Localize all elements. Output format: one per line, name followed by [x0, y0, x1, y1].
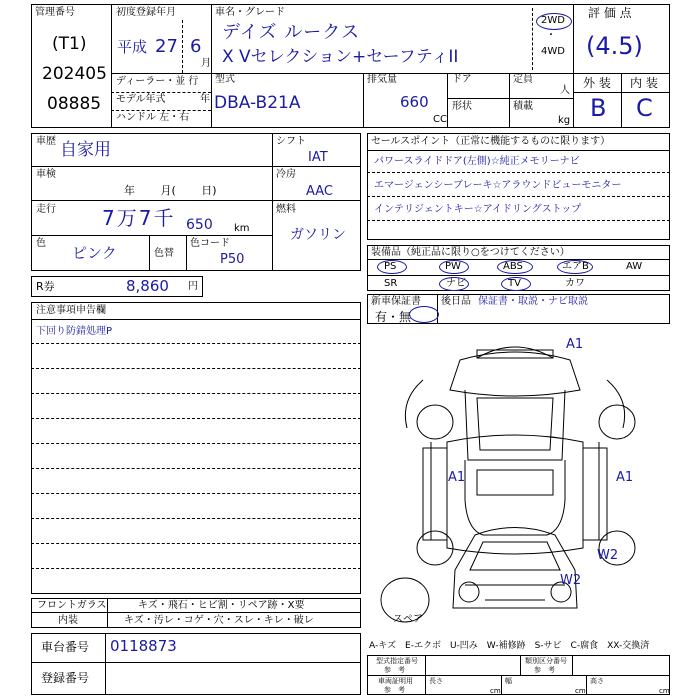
equip-ps: PS	[384, 261, 397, 272]
sales-point: インテリジェントキー☆アイドリングストップ	[374, 204, 582, 215]
length-unit: cm	[490, 687, 501, 695]
mileage-value: 7万7千	[102, 206, 176, 230]
interior-label: 内装	[58, 615, 78, 626]
int-label: 内 装	[630, 76, 658, 90]
warranty-value: 有・無	[375, 310, 412, 324]
notes-title: 注意事項申告欄	[36, 305, 106, 316]
cert-sub: 参 考	[384, 686, 405, 694]
car-name: デイズ ルークス	[222, 22, 361, 43]
mgmt-line2: 202405	[42, 64, 107, 84]
recycle-frame	[31, 276, 203, 297]
era: 平成	[117, 38, 148, 56]
equip-abs: ABS	[503, 261, 523, 272]
chassis-value: 0118873	[110, 637, 177, 655]
equip-aw: AW	[626, 261, 643, 272]
type-label: 型式	[215, 74, 235, 85]
int-grade: C	[636, 94, 653, 122]
ext-label: 外 装	[583, 76, 611, 90]
shaken-line: 年 月( 日)	[124, 184, 217, 197]
fuel-value: ガソリン	[290, 227, 346, 243]
legend: A-キズ E-エクボ U-凹み W-補修跡 S-サビ C-腐食 XX-交換済	[369, 641, 650, 651]
equip-navi: ナビ	[446, 278, 466, 289]
disp-unit: CC	[433, 114, 447, 125]
mgmt-line3: 08885	[47, 94, 102, 114]
mileage-unit: km	[234, 223, 250, 234]
class-sub: 参 考	[534, 666, 555, 674]
spec-label: 型式指定番号	[376, 657, 418, 665]
sales-point: パワースライドドア(左側)☆純正メモリーナビ	[374, 156, 580, 167]
door-label: ドア	[452, 74, 472, 85]
chassis-label: 車台番号	[41, 640, 90, 654]
shaken-label: 車検	[36, 169, 56, 180]
length-label: 長さ	[429, 677, 443, 685]
name-label: 車名・グレード	[215, 7, 285, 18]
mgmt-line1: (T1)	[52, 34, 87, 54]
mileage-extra: 650	[186, 217, 213, 233]
eval-label: 評 価 点	[588, 6, 632, 20]
equipment-title: 装備品（純正品に限り○をつけてください）	[371, 247, 570, 258]
handle-label: ハンドル 左・右	[116, 112, 190, 123]
notes-frame	[31, 302, 361, 594]
car-grade: X Vセレクション+セーフティII	[222, 47, 459, 67]
load-label: 積載	[513, 101, 533, 112]
capacity-label: 定員	[513, 74, 533, 85]
front-glass-items: キズ・飛石・ヒビ割・リペア跡・X要	[138, 600, 305, 611]
shift-value: IAT	[308, 150, 328, 165]
equip-pw: PW	[445, 261, 461, 272]
recycle-value: 8,860	[126, 277, 169, 295]
width-unit: cm	[575, 687, 586, 695]
ac-value: AAC	[306, 184, 333, 199]
damage-mark: W2	[597, 548, 619, 563]
cert-label: 車両証明用	[378, 677, 413, 685]
color-label: 色	[36, 238, 46, 249]
model-code: DBA-B21A	[214, 93, 301, 113]
color-code: P50	[220, 252, 245, 267]
equip-tv: TV	[508, 278, 521, 289]
reg-year: 27	[155, 36, 178, 57]
spare-label: スペア	[393, 614, 423, 625]
after-label: 後日品	[441, 296, 471, 307]
class-label: 類別区分番号	[525, 657, 567, 665]
equip-sr: SR	[384, 278, 398, 289]
drive-dot: ・	[546, 30, 556, 41]
first-reg-label: 初度登録年月	[116, 7, 176, 18]
sales-point: エマージェンシーブレーキ☆アラウンドビューモニター	[374, 180, 622, 191]
height-unit: cm	[659, 687, 670, 695]
capacity-unit: 人	[560, 85, 570, 96]
disp-label: 排気量	[367, 74, 397, 85]
shift-label: シフト	[276, 136, 306, 147]
fuel-label: 燃料	[276, 204, 296, 215]
after-value: 保証書・取説・ナビ取説	[478, 296, 588, 307]
mileage-label: 走行	[36, 204, 56, 215]
recycle-label: R券	[36, 280, 55, 293]
color-value: ピンク	[72, 244, 117, 262]
interior-items: キズ・汚レ・コゲ・穴・スレ・キレ・破レ	[124, 615, 314, 626]
shape-label: 形状	[452, 101, 472, 112]
height-label: 高さ	[590, 677, 604, 685]
damage-mark: A1	[448, 470, 466, 485]
ext-grade: B	[590, 94, 607, 122]
eval-score: (4.5)	[586, 32, 643, 60]
model-year-unit: 年	[200, 94, 210, 105]
load-unit: kg	[558, 115, 571, 126]
notes-item: 下回り防錆処理P	[36, 326, 113, 337]
disp-value: 660	[400, 93, 429, 111]
sales-title: セールスポイント（正常に機能するものに限ります）	[371, 136, 611, 147]
recycle-unit: 円	[188, 281, 198, 292]
damage-mark: A1	[616, 470, 634, 485]
month-unit: 月	[201, 58, 211, 69]
damage-mark: W2	[560, 573, 582, 588]
color-code-label: 色コード	[190, 238, 230, 249]
drive-2wd: 2WD	[541, 15, 565, 26]
dealer-label: ディーラー・並 行	[116, 76, 199, 87]
history-value: 自家用	[60, 140, 111, 160]
spec-sub: 参 考	[384, 666, 405, 674]
damage-mark: A1	[566, 337, 584, 352]
color-change-label: 色替	[154, 248, 174, 259]
front-glass-label: フロントガラス	[37, 600, 107, 611]
drive-4wd: 4WD	[541, 46, 565, 57]
model-year-label: モデル年式	[116, 94, 166, 105]
reg-label: 登録番号	[41, 671, 90, 685]
equip-leather: カワ	[565, 278, 585, 289]
ac-label: 冷房	[276, 169, 296, 180]
width-label: 幅	[505, 677, 512, 685]
warranty-label: 新車保証書	[371, 296, 421, 307]
history-label: 車歴	[36, 136, 56, 147]
mgmt-label: 管理番号	[35, 7, 75, 18]
equip-airbag: エアB	[562, 261, 589, 272]
reg-month: 6	[190, 36, 202, 57]
